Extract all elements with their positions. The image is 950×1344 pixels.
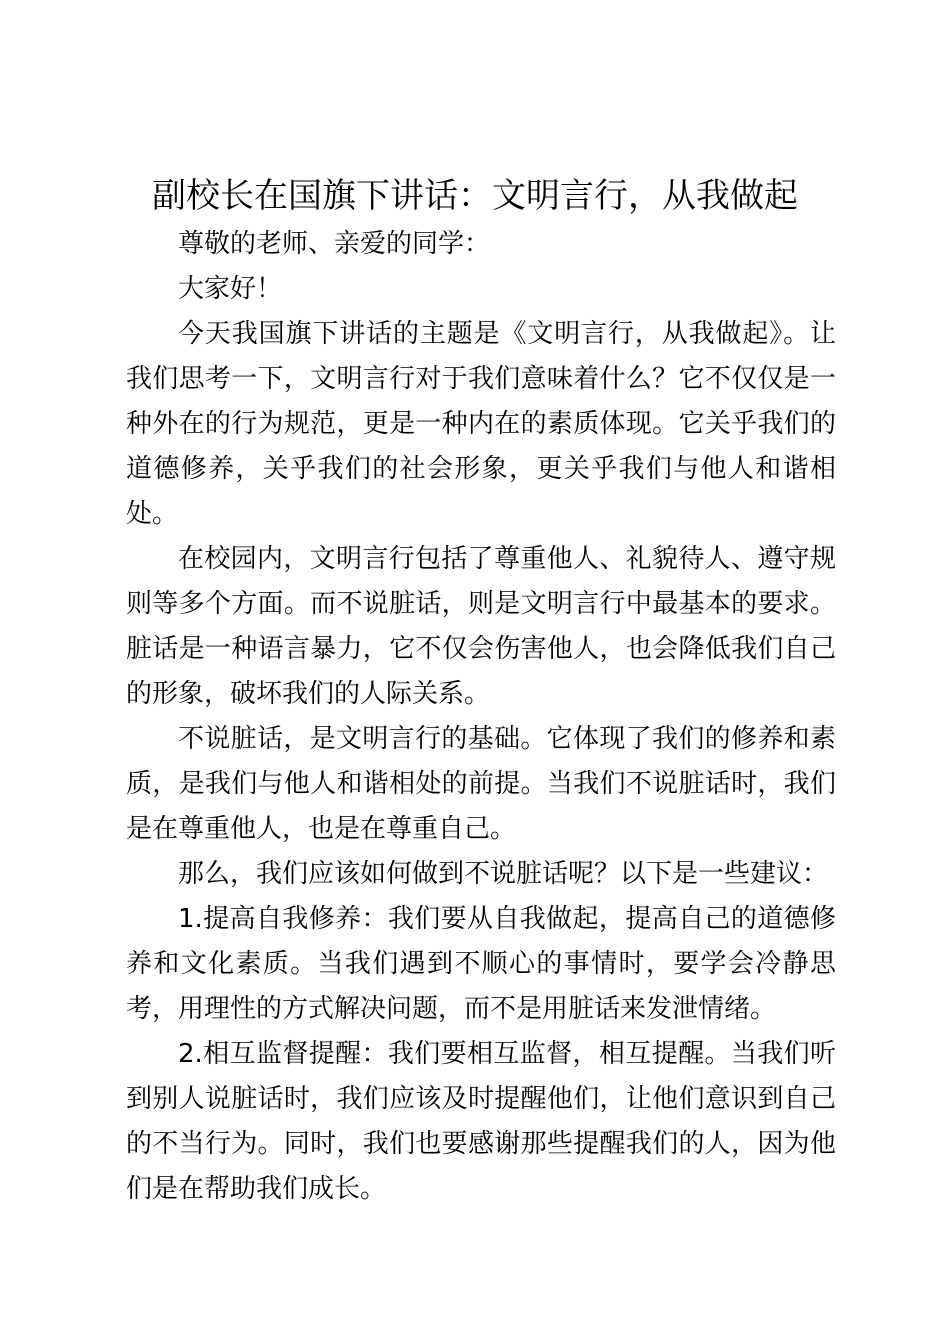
salutation: 尊敬的老师、亲爱的同学： [178, 229, 491, 259]
suggestion-2: 2.相互监督提醒：我们要相互监督，相互提醒。当我们听到别人说脏话时，我们应该及时提醒他们，让他们意识到自己的不当行为。同时，我们也要感谢那些提醒我们的人，因为他们是在帮助我们成长。 [126, 1039, 836, 1204]
paragraph-campus: 在校园内，文明言行包括了尊重他人、礼貌待人、遵守规则等多个方面。而不说脏话，则是文明言行中最基本的要求。脏话是一种语言暴力，它不仅会伤害他人，也会降低我们自己的形象，破坏我们的人际关系。 [126, 544, 836, 709]
paragraph-question: 那么，我们应该如何做到不说脏话呢？以下是一些建议： [178, 859, 829, 889]
greeting: 大家好！ [178, 274, 283, 304]
paragraph-theme: 今天我国旗下讲话的主题是《文明言行，从我做起》。让我们思考一下，文明言行对于我们意味着什么？它不仅仅是一种外在的行为规范，更是一种内在的素质体现。它关乎我们的道德修养，关乎我们的社会形象，更关乎我们与他人和谐相处。 [126, 319, 836, 529]
document-title: 副校长在国旗下讲话：文明言行，从我做起 [152, 176, 798, 216]
suggestion-1: 1.提高自我修养：我们要从自我做起，提高自己的道德修养和文化素质。当我们遇到不顺心的事情时，要学会冷静思考，用理性的方式解决问题，而不是用脏话来发泄情绪。 [126, 904, 836, 1024]
paragraph-foundation: 不说脏话，是文明言行的基础。它体现了我们的修养和素质，是我们与他人和谐相处的前提。当我们不说脏话时，我们是在尊重他人，也是在尊重自己。 [126, 724, 836, 844]
document-body [126, 222, 836, 1212]
